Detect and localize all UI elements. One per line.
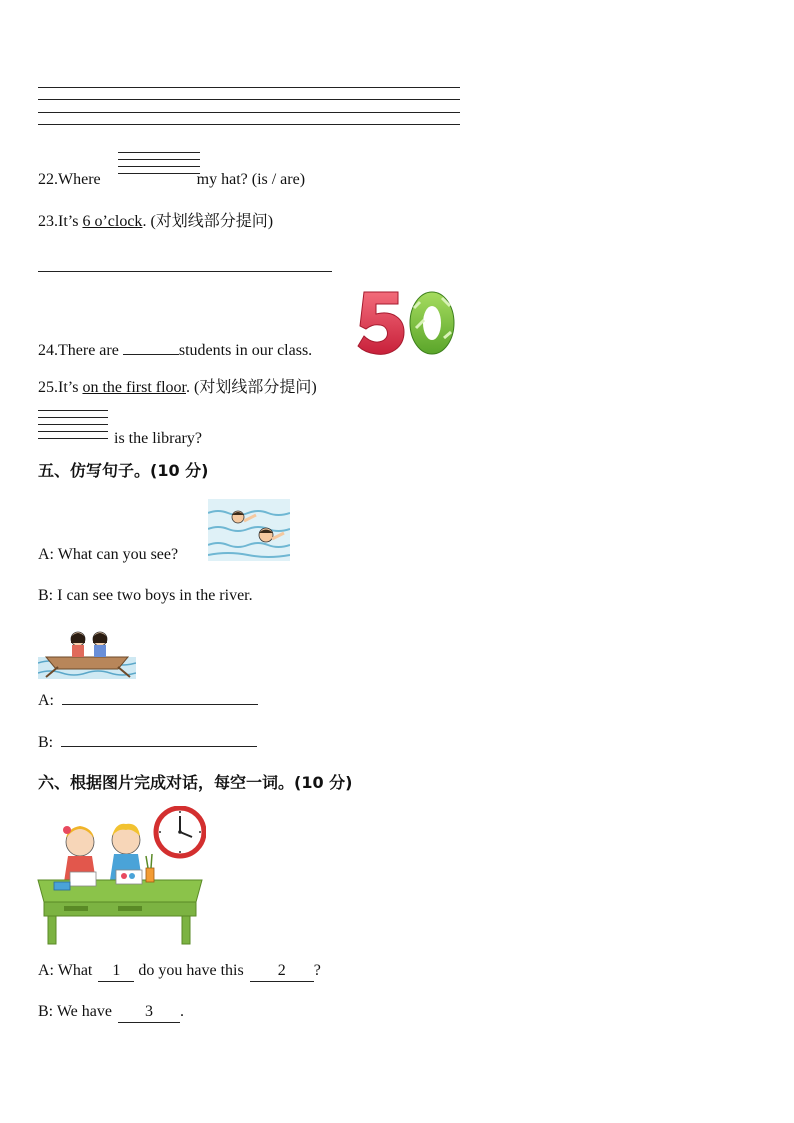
fifty-number-image (354, 288, 458, 358)
q25-answer-suffix: is the library? (114, 430, 202, 447)
q22-text-after: my hat? (is / are) (196, 171, 306, 188)
writing-line-1 (38, 87, 460, 88)
q25-underlined: on the first floor (82, 379, 186, 396)
q23-text-before: It’s (58, 213, 83, 230)
q25-text-before: It’s (58, 379, 83, 396)
question-24 (38, 340, 312, 361)
example-answer: B: I can see two boys in the river. (38, 587, 253, 604)
section-6-heading: 六、根据图片完成对话，每空一词。(10 分) (38, 773, 353, 792)
q24-text-after: students in our class. (178, 342, 313, 359)
q22-number: 22. (38, 171, 58, 188)
q25-text-after: . (对划线部分提问) (186, 379, 317, 396)
q22-text-before: Where (58, 171, 101, 188)
question-25 (38, 378, 317, 398)
blank-1[interactable]: 1 (98, 961, 134, 982)
swimming-boys-image (208, 499, 290, 561)
q23-answer-line[interactable] (38, 271, 332, 272)
writing-line-4 (38, 124, 460, 125)
example-question: A: What can you see? (38, 546, 179, 563)
q25-number: 25. (38, 379, 58, 396)
blank-2[interactable]: 2 (250, 961, 314, 982)
answer-a-label: A: (38, 692, 54, 709)
q23-number: 23. (38, 213, 58, 230)
q24-text-before: There are (58, 342, 119, 359)
blank-3[interactable]: 3 (118, 1002, 180, 1023)
kids-at-desk-image (36, 806, 206, 946)
dialogue-b-prefix: B: We have (38, 1003, 112, 1020)
dialogue-line-a (38, 961, 321, 982)
dialogue-a-mid: do you have this (138, 962, 244, 979)
q24-blank[interactable] (123, 340, 179, 355)
answer-b-row (38, 732, 257, 753)
girls-in-boat-image (38, 627, 136, 679)
dialogue-a-prefix: A: What (38, 962, 93, 979)
q24-number: 24. (38, 342, 58, 359)
q23-underlined: 6 o’clock (82, 213, 143, 230)
question-23 (38, 212, 273, 232)
section-5-heading: 五、仿写句子。(10 分) (38, 461, 209, 480)
dialogue-line-b (38, 1002, 184, 1023)
answer-b-label: B: (38, 734, 54, 751)
q25-answer-lines[interactable] (38, 410, 108, 445)
answer-a-line[interactable] (62, 690, 258, 705)
answer-b-line[interactable] (61, 732, 257, 747)
answer-a-row (38, 690, 258, 711)
writing-line-2 (38, 99, 460, 100)
question-22 (38, 170, 305, 190)
q23-text-after: . (对划线部分提问) (142, 213, 274, 230)
dialogue-a-suffix: ? (313, 962, 321, 979)
writing-line-3 (38, 112, 460, 113)
dialogue-b-suffix: . (179, 1003, 184, 1020)
